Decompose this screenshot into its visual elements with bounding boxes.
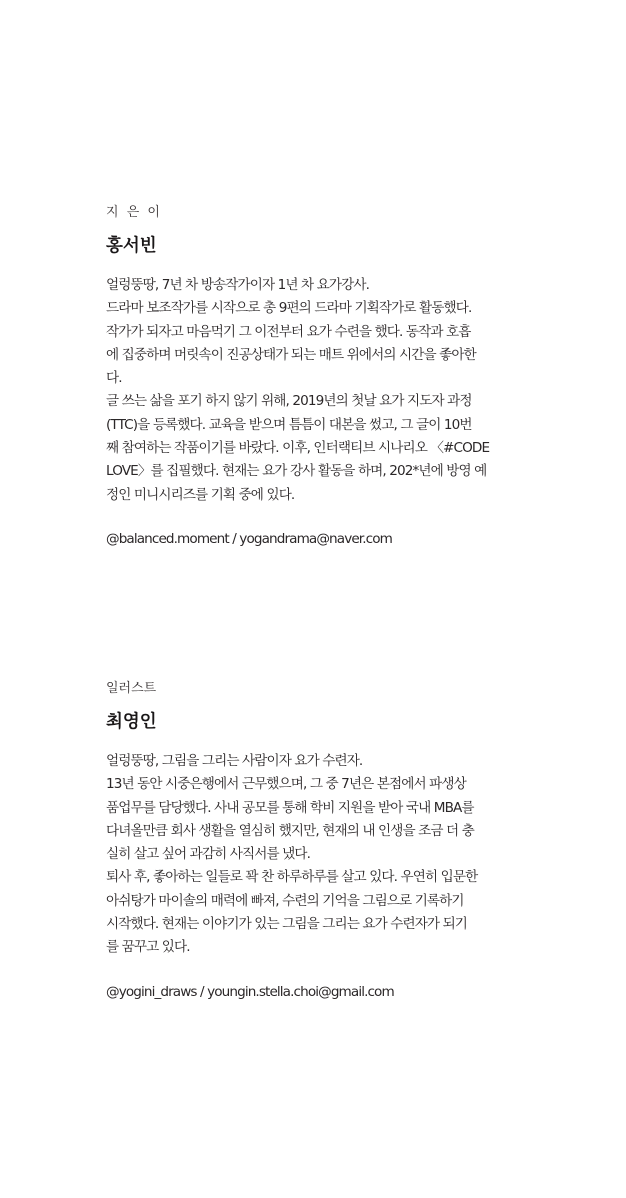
bio-line: 작가가 되자고 마음먹기 그 이전부터 요가 수련을 했다. 동작과 호흡: [106, 323, 471, 340]
bio-line: 품업무를 담당했다. 사내 공모를 통해 학비 지원을 받아 국내 MBA를: [106, 799, 474, 816]
bio-line: 시작했다. 현재는 이야기가 있는 그림을 그리는 요가 수련자가 되기: [106, 916, 468, 933]
illustrator-section: [106, 679, 522, 1003]
bio-line: 얼렁뚱땅, 7년 차 방송작가이자 1년 차 요가강사.: [106, 277, 370, 293]
author-bio: [106, 274, 522, 507]
bio-line: 에 집중하며 머릿속이 진공상태가 되는 매트 위에서의 시간을 좋아한: [106, 346, 476, 363]
bio-line: 13년 동안 시중은행에서 근무했으며, 그 중 7년은 본점에서 파생상: [106, 776, 466, 793]
author-section: [106, 203, 522, 550]
bio-line: 드라마 보조작가를 시작으로 총 9편의 드라마 기획작가로 활동했다.: [106, 300, 472, 317]
author-name: 홍서빈: [106, 236, 157, 256]
bio-line: (TTC)을 등록했다. 교육을 받으며 틈틈이 대본을 썼고, 그 글이 10번: [106, 416, 472, 433]
author-role-label: 지 은 이: [106, 205, 162, 220]
bio-line: 다녀올만큼 회사 생활을 열심히 했지만, 현재의 내 인생을 조금 더 충: [106, 822, 474, 839]
author-contact: @balanced.moment / yogandrama@naver.com: [106, 530, 392, 547]
bio-line: 다.: [106, 370, 122, 387]
bio-line: 아쉬탕가 마이솔의 매력에 빠져, 수련의 기억을 그림으로 기록하기: [106, 892, 464, 909]
bio-line: 째 참여하는 작품이기를 바랐다. 이후, 인터랙티브 시나리오 〈#CODE: [106, 440, 490, 457]
bio-line: 정인 미니시리즈를 기획 중에 있다.: [106, 486, 295, 503]
bio-line: LOVE〉를 집필했다. 현재는 요가 강사 활동을 하며, 202*년에 방영 예: [106, 463, 487, 480]
illustrator-contact: @yogini_draws / youngin.stella.choi@gmail.com: [106, 983, 394, 1000]
bio-line: 를 꿈꾸고 있다.: [106, 939, 190, 956]
illustrator-bio: [106, 750, 522, 960]
bio-line: 퇴사 후, 좋아하는 일들로 꽉 찬 하루하루를 살고 있다. 우연히 입문한: [106, 869, 478, 886]
bio-line: 얼렁뚱땅, 그림을 그리는 사람이자 요가 수련자.: [106, 753, 363, 769]
bio-line: 글 쓰는 삶을 포기 하지 않기 위해, 2019년의 첫날 요가 지도자 과정: [106, 393, 472, 410]
illustrator-name: 최영인: [106, 712, 157, 732]
illustrator-role-label: 일러스트: [106, 681, 157, 696]
bio-line: 실히 살고 싶어 과감히 사직서를 냈다.: [106, 846, 310, 863]
